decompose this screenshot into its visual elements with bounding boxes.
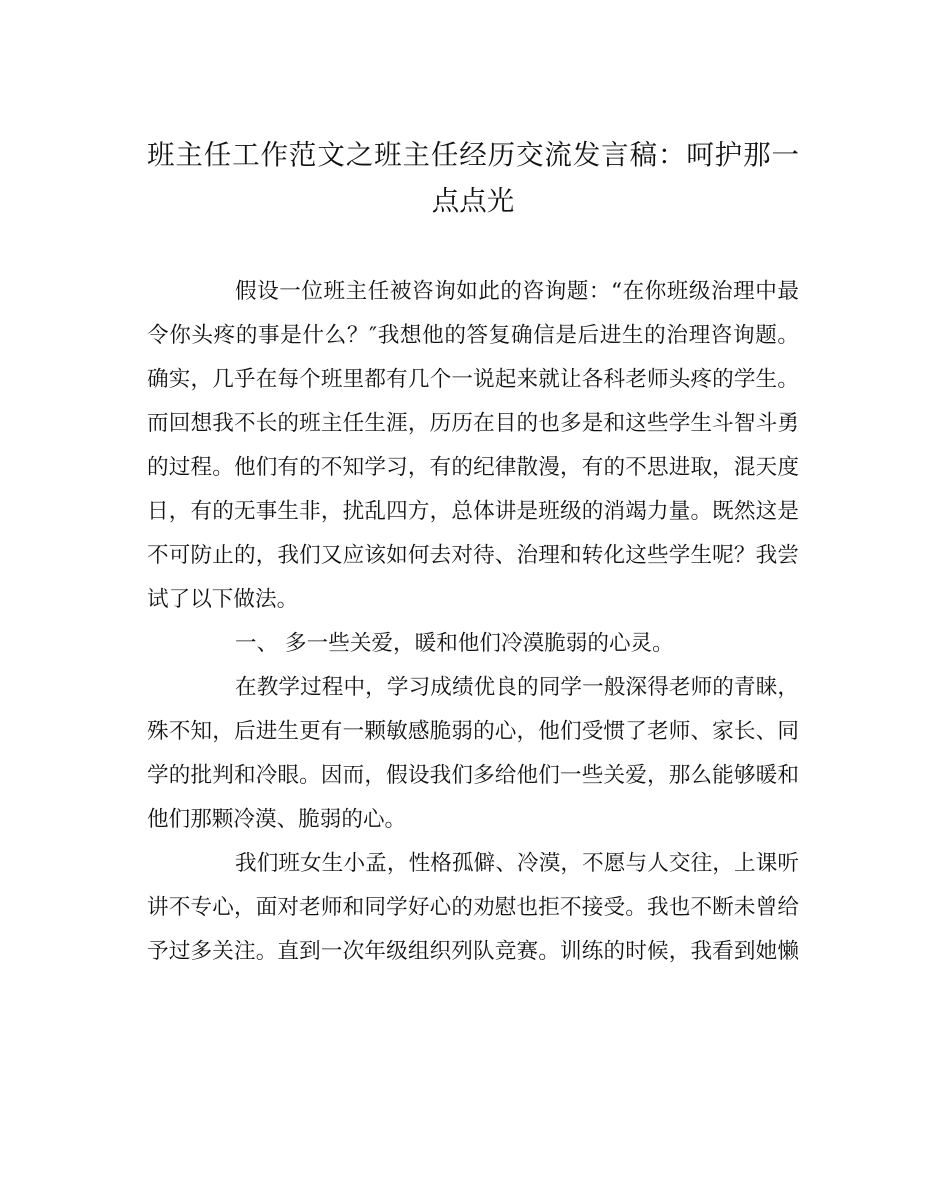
text-line: 一、 多一些关爱，暖和他们冷漠脆弱的心灵。 [235,631,674,656]
text-line: 日，有的无事生非，扰乱四方，总体讲是班级的消竭力量。既然这是 [147,499,799,524]
document-title-line-1: 班主任工作范文之班主任经历交流发言稿：呵护那一 [147,139,799,171]
document-title-line-2: 点点光 [431,185,515,217]
text-line: 殊不知，后进生更有一颗敏感脆弱的心，他们受惯了老师、家长、同 [147,719,799,744]
document-body [147,270,799,974]
text-line: 的过程。他们有的不知学习，有的纪律散漫，有的不思进取，混天度 [147,455,799,480]
text-line: 假设一位班主任被咨询如此的咨询题：“在你班级治理中最 [235,279,799,304]
text-line: 令你头疼的事是什么？″我想他的答复确信是后进生的治理咨询题。 [147,323,799,348]
text-line: 予过多关注。直到一次年级组织列队竞赛。训练的时候，我看到她懒 [147,939,799,964]
text-line: 而回想我不长的班主任生涯，历历在目的也多是和这些学生斗智斗勇 [147,411,799,436]
text-line: 学的批判和冷眼。因而，假设我们多给他们一些关爱，那么能够暖和 [147,763,799,788]
text-line: 他们那颗冷漠、脆弱的心。 [147,807,407,832]
text-line: 试了以下做法。 [147,587,299,612]
text-line: 不可防止的，我们又应该如何去对待、治理和转化这些学生呢？我尝 [147,543,799,568]
text-line: 我们班女生小孟，性格孤僻、冷漠，不愿与人交往，上课听 [235,851,799,876]
text-line: 在教学过程中，学习成绩优良的同学一般深得老师的青睐， [235,675,799,700]
text-line: 讲不专心，面对老师和同学好心的劝慰也拒不接受。我也不断未曾给 [147,895,799,920]
text-line: 确实，几乎在每个班里都有几个一说起来就让各科老师头疼的学生。 [147,367,799,392]
